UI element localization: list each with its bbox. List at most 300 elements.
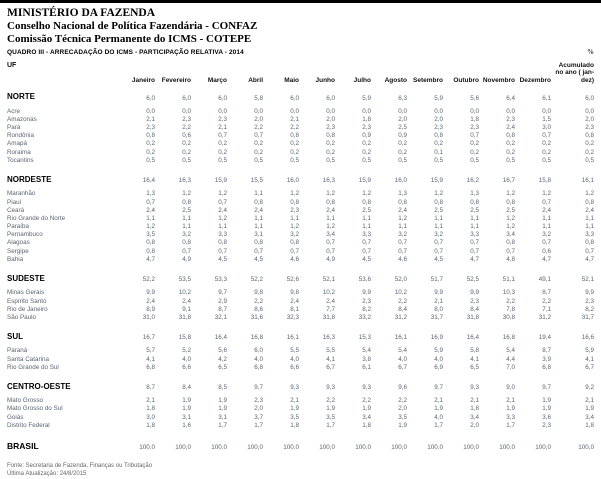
- region-row-centro-oeste: [7, 372, 594, 397]
- state-row-alagoas-dezembro: 0,7: [542, 239, 551, 247]
- state-row-espirito-santo-abril: 2,2: [254, 297, 263, 305]
- state-label-maranhao: Maranhão: [7, 190, 36, 198]
- state-row-para-janeiro: 2,3: [146, 124, 155, 132]
- state-row-rio-de-janeiro-marco: 8,7: [218, 305, 227, 313]
- confaz-subtitle: Conselho Nacional de Política Fazendária - CONFAZ: [7, 20, 258, 32]
- state-row-mato-grosso-fevereiro: 1,9: [182, 397, 191, 405]
- brasil-total-row-dezembro: 100,0: [535, 443, 551, 451]
- state-row-rio-grande-do-norte-abril: 1,1: [254, 214, 263, 222]
- state-row-alagoas: [7, 239, 594, 247]
- state-row-sergipe-junho: 0,7: [326, 247, 335, 255]
- state-row-goias-fevereiro: 3,1: [182, 413, 191, 421]
- state-label-para: Pará: [7, 124, 21, 132]
- state-row-acre-fevereiro: 0,0: [182, 107, 191, 115]
- state-row-paraiba-acumulado-no-ano-jan-dez: 1,1: [585, 223, 594, 231]
- state-row-roraima-fevereiro: 0,2: [182, 148, 191, 156]
- state-label-tocantins: Tocantins: [7, 156, 34, 164]
- state-label-ceara: Ceará: [7, 206, 25, 214]
- region-label-norte: NORTE: [7, 92, 35, 102]
- state-row-santa-catarina-novembro: 4,4: [506, 355, 515, 363]
- state-row-paraiba-fevereiro: 1,1: [182, 223, 191, 231]
- state-row-mato-grosso-novembro: 2,1: [506, 397, 515, 405]
- state-row-sao-paulo-agosto: 31,2: [394, 313, 407, 321]
- state-row-minas-gerais-novembro: 10,3: [502, 289, 515, 297]
- state-row-rio-grande-do-sul-agosto: 6,7: [398, 363, 407, 371]
- column-header-setembro: Setembro: [413, 76, 443, 84]
- region-row-nordeste-agosto: 16,0: [394, 177, 407, 185]
- region-row-norte-acumulado-no-ano-jan-dez: 6,0: [585, 94, 594, 102]
- region-row-norte: [7, 84, 594, 107]
- state-row-amazonas-dezembro: 1,5: [542, 115, 551, 123]
- state-row-sao-paulo-outubro: 31,8: [466, 313, 479, 321]
- state-row-pernambuco-janeiro: 3,5: [146, 231, 155, 239]
- state-row-bahia-junho: 4,9: [326, 255, 335, 263]
- state-row-goias-acumulado-no-ano-jan-dez: 3,4: [585, 413, 594, 421]
- state-row-mato-grosso-do-sul-marco: 1,9: [218, 405, 227, 413]
- state-row-espirito-santo-novembro: 2,2: [506, 297, 515, 305]
- region-row-sudeste-fevereiro: 53,5: [178, 276, 191, 284]
- region-row-norte-maio: 6,0: [290, 94, 299, 102]
- state-row-amapa-junho: 0,2: [326, 140, 335, 148]
- column-header-agosto: Agosto: [384, 76, 407, 84]
- state-row-paraiba-julho: 1,1: [362, 223, 371, 231]
- state-row-rio-grande-do-sul-setembro: 6,9: [434, 363, 443, 371]
- state-row-sergipe-setembro: 0,7: [434, 247, 443, 255]
- state-row-piaui-acumulado-no-ano-jan-dez: 0,8: [585, 198, 594, 206]
- state-row-minas-gerais-janeiro: 9,9: [146, 289, 155, 297]
- column-header-abril: Abril: [248, 76, 263, 84]
- state-row-mato-grosso-setembro: 2,1: [434, 397, 443, 405]
- state-row-bahia-dezembro: 4,7: [542, 255, 551, 263]
- state-row-rondonia-setembro: 0,8: [434, 132, 443, 140]
- state-row-acre-abril: 0,0: [254, 107, 263, 115]
- state-row-espirito-santo-janeiro: 2,4: [146, 297, 155, 305]
- state-label-mato-grosso-do-sul: Mato Grosso do Sul: [7, 405, 63, 413]
- state-row-roraima-junho: 0,2: [326, 148, 335, 156]
- state-row-rondonia-maio: 0,8: [290, 132, 299, 140]
- state-row-maranhao-abril: 1,1: [254, 190, 263, 198]
- region-row-sul-fevereiro: 15,8: [178, 334, 191, 342]
- region-row-norte-novembro: 6,4: [506, 94, 515, 102]
- state-row-santa-catarina: [7, 356, 594, 364]
- state-row-piaui-junho: 0,8: [326, 198, 335, 206]
- column-header-fevereiro: Fevereiro: [161, 76, 191, 84]
- state-row-rio-grande-do-norte-janeiro: 1,1: [146, 214, 155, 222]
- state-row-pernambuco-maio: 3,2: [290, 231, 299, 239]
- region-row-norte-julho: 5,9: [362, 94, 371, 102]
- state-row-paraiba-junho: 1,2: [326, 223, 335, 231]
- state-row-parana-abril: 6,0: [254, 347, 263, 355]
- state-row-bahia-abril: 4,5: [254, 255, 263, 263]
- state-row-minas-gerais-setembro: 9,9: [434, 289, 443, 297]
- state-row-amapa-agosto: 0,2: [398, 140, 407, 148]
- state-row-rio-de-janeiro-fevereiro: 9,1: [182, 305, 191, 313]
- column-header-maio: Maio: [284, 76, 299, 84]
- brasil-label: BRASIL: [7, 441, 39, 451]
- state-row-piaui-outubro: 0,8: [470, 198, 479, 206]
- state-row-sao-paulo-junho: 31,8: [322, 313, 335, 321]
- brasil-total-row: [7, 430, 594, 454]
- region-label-centro-oeste: CENTRO-OESTE: [7, 381, 71, 391]
- state-row-rio-de-janeiro-agosto: 8,4: [398, 305, 407, 313]
- state-label-sao-paulo: São Paulo: [7, 313, 37, 321]
- region-row-nordeste-abril: 15,5: [250, 177, 263, 185]
- state-row-alagoas-marco: 0,8: [218, 239, 227, 247]
- state-row-ceara-marco: 2,4: [218, 206, 227, 214]
- region-row-sul-acumulado-no-ano-jan-dez: 16,6: [581, 334, 594, 342]
- state-row-santa-catarina-fevereiro: 4,0: [182, 355, 191, 363]
- state-row-rio-grande-do-norte-setembro: 1,1: [434, 214, 443, 222]
- region-row-centro-oeste-junho: 9,3: [326, 384, 335, 392]
- state-row-parana: [7, 347, 594, 355]
- state-row-rio-grande-do-sul-acumulado-no-ano-jan-dez: 6,7: [585, 363, 594, 371]
- state-row-tocantins-marco: 0,5: [218, 156, 227, 164]
- region-row-norte-setembro: 5,9: [434, 94, 443, 102]
- state-row-distrito-federal-acumulado-no-ano-jan-dez: 1,8: [585, 421, 594, 429]
- state-row-amazonas-agosto: 2,0: [398, 115, 407, 123]
- state-row-acre-novembro: 0,0: [506, 107, 515, 115]
- state-row-parana-fevereiro: 5,2: [182, 347, 191, 355]
- state-row-piaui-julho: 0,8: [362, 198, 371, 206]
- state-row-sao-paulo-janeiro: 31,0: [142, 313, 155, 321]
- region-row-nordeste-fevereiro: 16,3: [178, 177, 191, 185]
- state-row-rio-de-janeiro-abril: 8,6: [254, 305, 263, 313]
- region-row-sul-abril: 16,8: [250, 334, 263, 342]
- state-row-rondonia-marco: 0,7: [218, 132, 227, 140]
- state-row-goias-novembro: 3,3: [506, 413, 515, 421]
- state-row-para-agosto: 2,5: [398, 124, 407, 132]
- state-row-goias-abril: 3,7: [254, 413, 263, 421]
- column-header-novembro: Novembro: [482, 76, 515, 84]
- state-row-sergipe-abril: 0,7: [254, 247, 263, 255]
- region-row-sudeste-novembro: 51,1: [502, 276, 515, 284]
- state-row-amazonas-junho: 2,0: [326, 115, 335, 123]
- state-row-rio-de-janeiro-junho: 7,7: [326, 305, 335, 313]
- region-row-norte-dezembro: 6,1: [542, 94, 551, 102]
- brasil-total-row-julho: 100,0: [355, 443, 371, 451]
- state-row-distrito-federal-janeiro: 1,8: [146, 421, 155, 429]
- state-row-roraima-julho: 0,2: [362, 148, 371, 156]
- state-row-tocantins-agosto: 0,5: [398, 156, 407, 164]
- state-row-pernambuco-julho: 3,3: [362, 231, 371, 239]
- state-row-santa-catarina-julho: 3,8: [362, 355, 371, 363]
- state-row-alagoas-novembro: 0,8: [506, 239, 515, 247]
- state-row-rio-grande-do-sul-fevereiro: 6,6: [182, 363, 191, 371]
- state-row-rio-grande-do-sul-outubro: 6,5: [470, 363, 479, 371]
- state-row-pernambuco: [7, 231, 594, 239]
- state-row-amapa-setembro: 0,2: [434, 140, 443, 148]
- state-row-ceara-dezembro: 2,4: [542, 206, 551, 214]
- state-row-rondonia-agosto: 0,9: [398, 132, 407, 140]
- region-row-sudeste-marco: 53,3: [214, 276, 227, 284]
- quadro-row: [7, 48, 594, 56]
- state-row-pernambuco-marco: 3,3: [218, 231, 227, 239]
- state-row-rio-grande-do-norte-acumulado-no-ano-jan-dez: 1,1: [585, 214, 594, 222]
- state-row-minas-gerais-junho: 10,2: [322, 289, 335, 297]
- state-row-paraiba-setembro: 1,1: [434, 223, 443, 231]
- state-label-espirito-santo: Espírito Santo: [7, 297, 47, 305]
- state-row-rio-de-janeiro-janeiro: 8,9: [146, 305, 155, 313]
- state-row-rio-grande-do-sul: [7, 364, 594, 372]
- region-label-nordeste: NORDESTE: [7, 175, 52, 184]
- region-row-norte-outubro: 5,6: [470, 94, 479, 102]
- source-note: Fonte: Secretaria de Fazenda, Finanças ou Tributação: [7, 463, 153, 470]
- state-row-rio-de-janeiro-dezembro: 7,1: [542, 305, 551, 313]
- state-label-acre: Acre: [7, 107, 20, 115]
- state-row-roraima-dezembro: 0,2: [542, 148, 551, 156]
- state-row-roraima-maio: 0,2: [290, 148, 299, 156]
- state-row-parana-julho: 5,4: [362, 347, 371, 355]
- state-row-amapa-marco: 0,2: [218, 140, 227, 148]
- state-row-sao-paulo: [7, 314, 594, 322]
- region-label-sudeste: SUDESTE: [7, 273, 45, 283]
- region-row-nordeste-julho: 15,9: [358, 177, 371, 185]
- state-row-minas-gerais: [7, 289, 594, 297]
- state-row-maranhao-maio: 1,2: [290, 190, 299, 198]
- region-row-nordeste-maio: 16,0: [286, 177, 299, 185]
- state-row-rio-de-janeiro-setembro: 8,0: [434, 305, 443, 313]
- state-row-distrito-federal-outubro: 2,0: [470, 421, 479, 429]
- state-row-piaui-maio: 0,8: [290, 198, 299, 206]
- state-row-piaui-setembro: 0,8: [434, 198, 443, 206]
- state-row-mato-grosso-do-sul-acumulado-no-ano-jan-dez: 1,9: [585, 405, 594, 413]
- state-row-distrito-federal-fevereiro: 1,6: [182, 421, 191, 429]
- state-row-rio-de-janeiro-novembro: 7,8: [506, 305, 515, 313]
- state-row-amapa-janeiro: 0,2: [146, 140, 155, 148]
- state-row-tocantins-novembro: 0,5: [506, 156, 515, 164]
- state-label-alagoas: Alagoas: [7, 239, 30, 247]
- region-row-nordeste-junho: 16,3: [322, 177, 335, 185]
- state-label-rio-grande-do-sul: Rio Grande do Sul: [7, 363, 59, 371]
- region-row-centro-oeste-janeiro: 8,7: [146, 384, 155, 392]
- region-row-sudeste-agosto: 52,0: [394, 276, 407, 284]
- state-row-mato-grosso-do-sul-fevereiro: 1,9: [182, 405, 191, 413]
- state-row-sao-paulo-setembro: 31,7: [430, 313, 443, 321]
- state-row-santa-catarina-junho: 4,1: [326, 355, 335, 363]
- state-row-mato-grosso-do-sul-abril: 2,0: [254, 405, 263, 413]
- region-row-sudeste-maio: 52,6: [286, 276, 299, 284]
- region-row-sudeste-julho: 53,6: [358, 276, 371, 284]
- state-row-paraiba-dezembro: 1,1: [542, 223, 551, 231]
- region-row-sudeste-acumulado-no-ano-jan-dez: 52,1: [581, 276, 594, 284]
- state-row-alagoas-agosto: 0,7: [398, 239, 407, 247]
- state-row-roraima-janeiro: 0,2: [146, 148, 155, 156]
- region-row-sudeste-setembro: 51,7: [430, 276, 443, 284]
- state-row-parana-novembro: 5,4: [506, 347, 515, 355]
- state-row-sergipe-acumulado-no-ano-jan-dez: 0,7: [585, 247, 594, 255]
- region-row-sul-outubro: 16,4: [466, 334, 479, 342]
- state-row-alagoas-julho: 0,7: [362, 239, 371, 247]
- state-row-bahia-setembro: 4,5: [434, 255, 443, 263]
- state-row-alagoas-fevereiro: 0,8: [182, 239, 191, 247]
- state-row-sergipe: [7, 248, 594, 256]
- column-header-acumulado-no-ano-jan-dez: Acumulado no ano ( jan-dez): [555, 62, 594, 84]
- state-row-rio-grande-do-norte-fevereiro: 1,1: [182, 214, 191, 222]
- state-row-rio-grande-do-sul-julho: 6,1: [362, 363, 371, 371]
- column-header-outubro: Outubro: [453, 76, 479, 84]
- state-row-pernambuco-outubro: 3,3: [470, 231, 479, 239]
- state-row-rio-grande-do-norte-novembro: 1,2: [506, 214, 515, 222]
- report-header: [7, 7, 594, 56]
- region-row-sul-setembro: 16,9: [430, 334, 443, 342]
- report-footer: [7, 462, 594, 479]
- column-header-junho: Junho: [315, 76, 335, 84]
- state-label-goias: Goiás: [7, 413, 24, 421]
- state-row-ceara-abril: 2,4: [254, 206, 263, 214]
- state-row-mato-grosso-do-sul: [7, 405, 594, 413]
- region-row-sul-marco: 16,4: [214, 334, 227, 342]
- state-row-bahia-outubro: 4,7: [470, 255, 479, 263]
- state-row-espirito-santo-julho: 2,3: [362, 297, 371, 305]
- state-row-paraiba-marco: 1,1: [218, 223, 227, 231]
- state-row-sao-paulo-novembro: 30,8: [502, 313, 515, 321]
- region-row-norte-junho: 6,0: [326, 94, 335, 102]
- state-row-tocantins-fevereiro: 0,5: [182, 156, 191, 164]
- state-row-rondonia-dezembro: 0,7: [542, 132, 551, 140]
- state-row-tocantins-dezembro: 0,5: [542, 156, 551, 164]
- brasil-total-row-novembro: 100,0: [499, 443, 515, 451]
- state-row-minas-gerais-fevereiro: 10,2: [178, 289, 191, 297]
- column-header-dezembro: Dezembro: [519, 76, 551, 84]
- state-row-pernambuco-dezembro: 3,2: [542, 231, 551, 239]
- state-row-rio-grande-do-sul-junho: 6,7: [326, 363, 335, 371]
- state-row-rondonia-junho: 0,8: [326, 132, 335, 140]
- state-row-tocantins: [7, 157, 594, 165]
- state-row-distrito-federal-dezembro: 2,3: [542, 421, 551, 429]
- state-row-espirito-santo-junho: 2,4: [326, 297, 335, 305]
- column-header-marco: Março: [207, 76, 227, 84]
- region-row-sul-maio: 16,1: [286, 334, 299, 342]
- state-row-goias: [7, 414, 594, 422]
- state-label-paraiba: Paraíba: [7, 223, 30, 231]
- brasil-total-row-setembro: 100,0: [427, 443, 443, 451]
- state-row-mato-grosso-junho: 2,2: [326, 397, 335, 405]
- state-row-pernambuco-agosto: 3,2: [398, 231, 407, 239]
- region-row-nordeste-dezembro: 15,8: [538, 177, 551, 185]
- state-row-maranhao-acumulado-no-ano-jan-dez: 1,2: [585, 190, 594, 198]
- state-row-tocantins-janeiro: 0,5: [146, 156, 155, 164]
- state-row-parana-janeiro: 5,7: [146, 347, 155, 355]
- region-row-centro-oeste-fevereiro: 8,4: [182, 384, 191, 392]
- state-row-alagoas-setembro: 0,7: [434, 239, 443, 247]
- state-row-santa-catarina-setembro: 4,0: [434, 355, 443, 363]
- state-label-rondonia: Rondônia: [7, 132, 34, 140]
- state-row-parana-junho: 5,5: [326, 347, 335, 355]
- state-row-mato-grosso-marco: 1,9: [218, 397, 227, 405]
- state-row-sergipe-outubro: 0,7: [470, 247, 479, 255]
- state-row-goias-dezembro: 3,6: [542, 413, 551, 421]
- state-label-santa-catarina: Santa Catarina: [7, 355, 50, 363]
- state-row-parana-outubro: 5,8: [470, 347, 479, 355]
- region-row-norte-janeiro: 6,0: [146, 94, 155, 102]
- state-row-rondonia-julho: 0,9: [362, 132, 371, 140]
- state-row-amazonas-novembro: 2,3: [506, 115, 515, 123]
- state-row-maranhao-outubro: 1,3: [470, 190, 479, 198]
- state-row-amazonas-abril: 2,0: [254, 115, 263, 123]
- state-row-piaui-abril: 0,8: [254, 198, 263, 206]
- state-row-espirito-santo-dezembro: 2,2: [542, 297, 551, 305]
- state-row-amazonas-acumulado-no-ano-jan-dez: 2,0: [585, 115, 594, 123]
- state-row-sao-paulo-maio: 32,3: [286, 313, 299, 321]
- state-row-acre-maio: 0,0: [290, 107, 299, 115]
- region-row-sul-janeiro: 16,7: [142, 334, 155, 342]
- state-row-goias-janeiro: 3,0: [146, 413, 155, 421]
- state-row-mato-grosso-do-sul-julho: 1,9: [362, 405, 371, 413]
- state-row-amazonas-outubro: 1,8: [470, 115, 479, 123]
- state-row-acre-outubro: 0,0: [470, 107, 479, 115]
- region-row-nordeste-outubro: 16,2: [466, 177, 479, 185]
- state-row-mato-grosso-dezembro: 1,9: [542, 397, 551, 405]
- last-update-note: Última Atualização: 24/8/2015: [7, 471, 87, 478]
- state-row-sao-paulo-dezembro: 31,2: [538, 313, 551, 321]
- state-row-amapa-outubro: 0,2: [470, 140, 479, 148]
- state-row-goias-outubro: 3,4: [470, 413, 479, 421]
- state-row-roraima-agosto: 0,2: [398, 148, 407, 156]
- state-row-sao-paulo-acumulado-no-ano-jan-dez: 31,7: [581, 313, 594, 321]
- state-row-paraiba-outubro: 1,1: [470, 223, 479, 231]
- state-row-rio-de-janeiro-acumulado-no-ano-jan-dez: 8,2: [585, 305, 594, 313]
- state-row-maranhao-agosto: 1,3: [398, 190, 407, 198]
- state-row-maranhao-janeiro: 1,3: [146, 190, 155, 198]
- state-row-ceara-julho: 2,5: [362, 206, 371, 214]
- state-row-bahia-agosto: 4,6: [398, 255, 407, 263]
- region-row-centro-oeste-novembro: 9,0: [506, 384, 515, 392]
- state-row-distrito-federal-agosto: 1,9: [398, 421, 407, 429]
- state-row-rondonia-janeiro: 0,8: [146, 132, 155, 140]
- region-row-nordeste-janeiro: 16,4: [142, 177, 155, 185]
- state-row-sergipe-marco: 0,7: [218, 247, 227, 255]
- state-row-amapa-fevereiro: 0,2: [182, 140, 191, 148]
- column-header-uf: UF: [7, 62, 17, 69]
- state-label-distrito-federal: Distrito Federal: [7, 421, 50, 429]
- brasil-total-row-outubro: 100,0: [463, 443, 479, 451]
- state-row-espirito-santo-fevereiro: 2,4: [182, 297, 191, 305]
- state-row-rio-grande-do-sul-dezembro: 6,8: [542, 363, 551, 371]
- state-row-ceara-agosto: 2,4: [398, 206, 407, 214]
- quadro-title: QUADRO III - ARRECADAÇÃO DO ICMS - PARTICIPAÇÃO RELATIVA - 2014: [7, 49, 244, 56]
- state-row-para-junho: 2,3: [326, 124, 335, 132]
- state-row-maranhao: [7, 190, 594, 198]
- state-row-tocantins-maio: 0,5: [290, 156, 299, 164]
- region-row-sul-julho: 15,3: [358, 334, 371, 342]
- state-row-roraima-outubro: 0,2: [470, 148, 479, 156]
- state-row-sao-paulo-marco: 32,1: [214, 313, 227, 321]
- state-row-ceara-setembro: 2,5: [434, 206, 443, 214]
- state-row-santa-catarina-marco: 4,2: [218, 355, 227, 363]
- table-header-row: [7, 62, 594, 84]
- state-label-roraima: Roraima: [7, 148, 31, 156]
- brasil-total-row-abril: 100,0: [247, 443, 263, 451]
- state-row-rondonia-abril: 0,7: [254, 132, 263, 140]
- region-row-centro-oeste-marco: 8,5: [218, 384, 227, 392]
- state-row-maranhao-dezembro: 1,2: [542, 190, 551, 198]
- state-row-santa-catarina-dezembro: 3,9: [542, 355, 551, 363]
- state-row-rondonia: [7, 132, 594, 140]
- brasil-total-row-fevereiro: 100,0: [175, 443, 191, 451]
- state-row-maranhao-fevereiro: 1,2: [182, 190, 191, 198]
- state-label-pernambuco: Pernambuco: [7, 231, 43, 239]
- state-row-amapa-novembro: 0,2: [506, 140, 515, 148]
- state-row-bahia-acumulado-no-ano-jan-dez: 4,7: [585, 255, 594, 263]
- state-label-bahia: Bahia: [7, 255, 24, 263]
- state-row-sergipe-fevereiro: 0,7: [182, 247, 191, 255]
- state-row-ceara-maio: 2,3: [290, 206, 299, 214]
- state-label-rio-grande-do-norte: Rio Grande do Norte: [7, 214, 66, 222]
- state-row-ceara-outubro: 2,5: [470, 206, 479, 214]
- state-row-rio-grande-do-sul-marco: 6,5: [218, 363, 227, 371]
- state-row-goias-julho: 3,4: [362, 413, 371, 421]
- state-row-alagoas-acumulado-no-ano-jan-dez: 0,8: [585, 239, 594, 247]
